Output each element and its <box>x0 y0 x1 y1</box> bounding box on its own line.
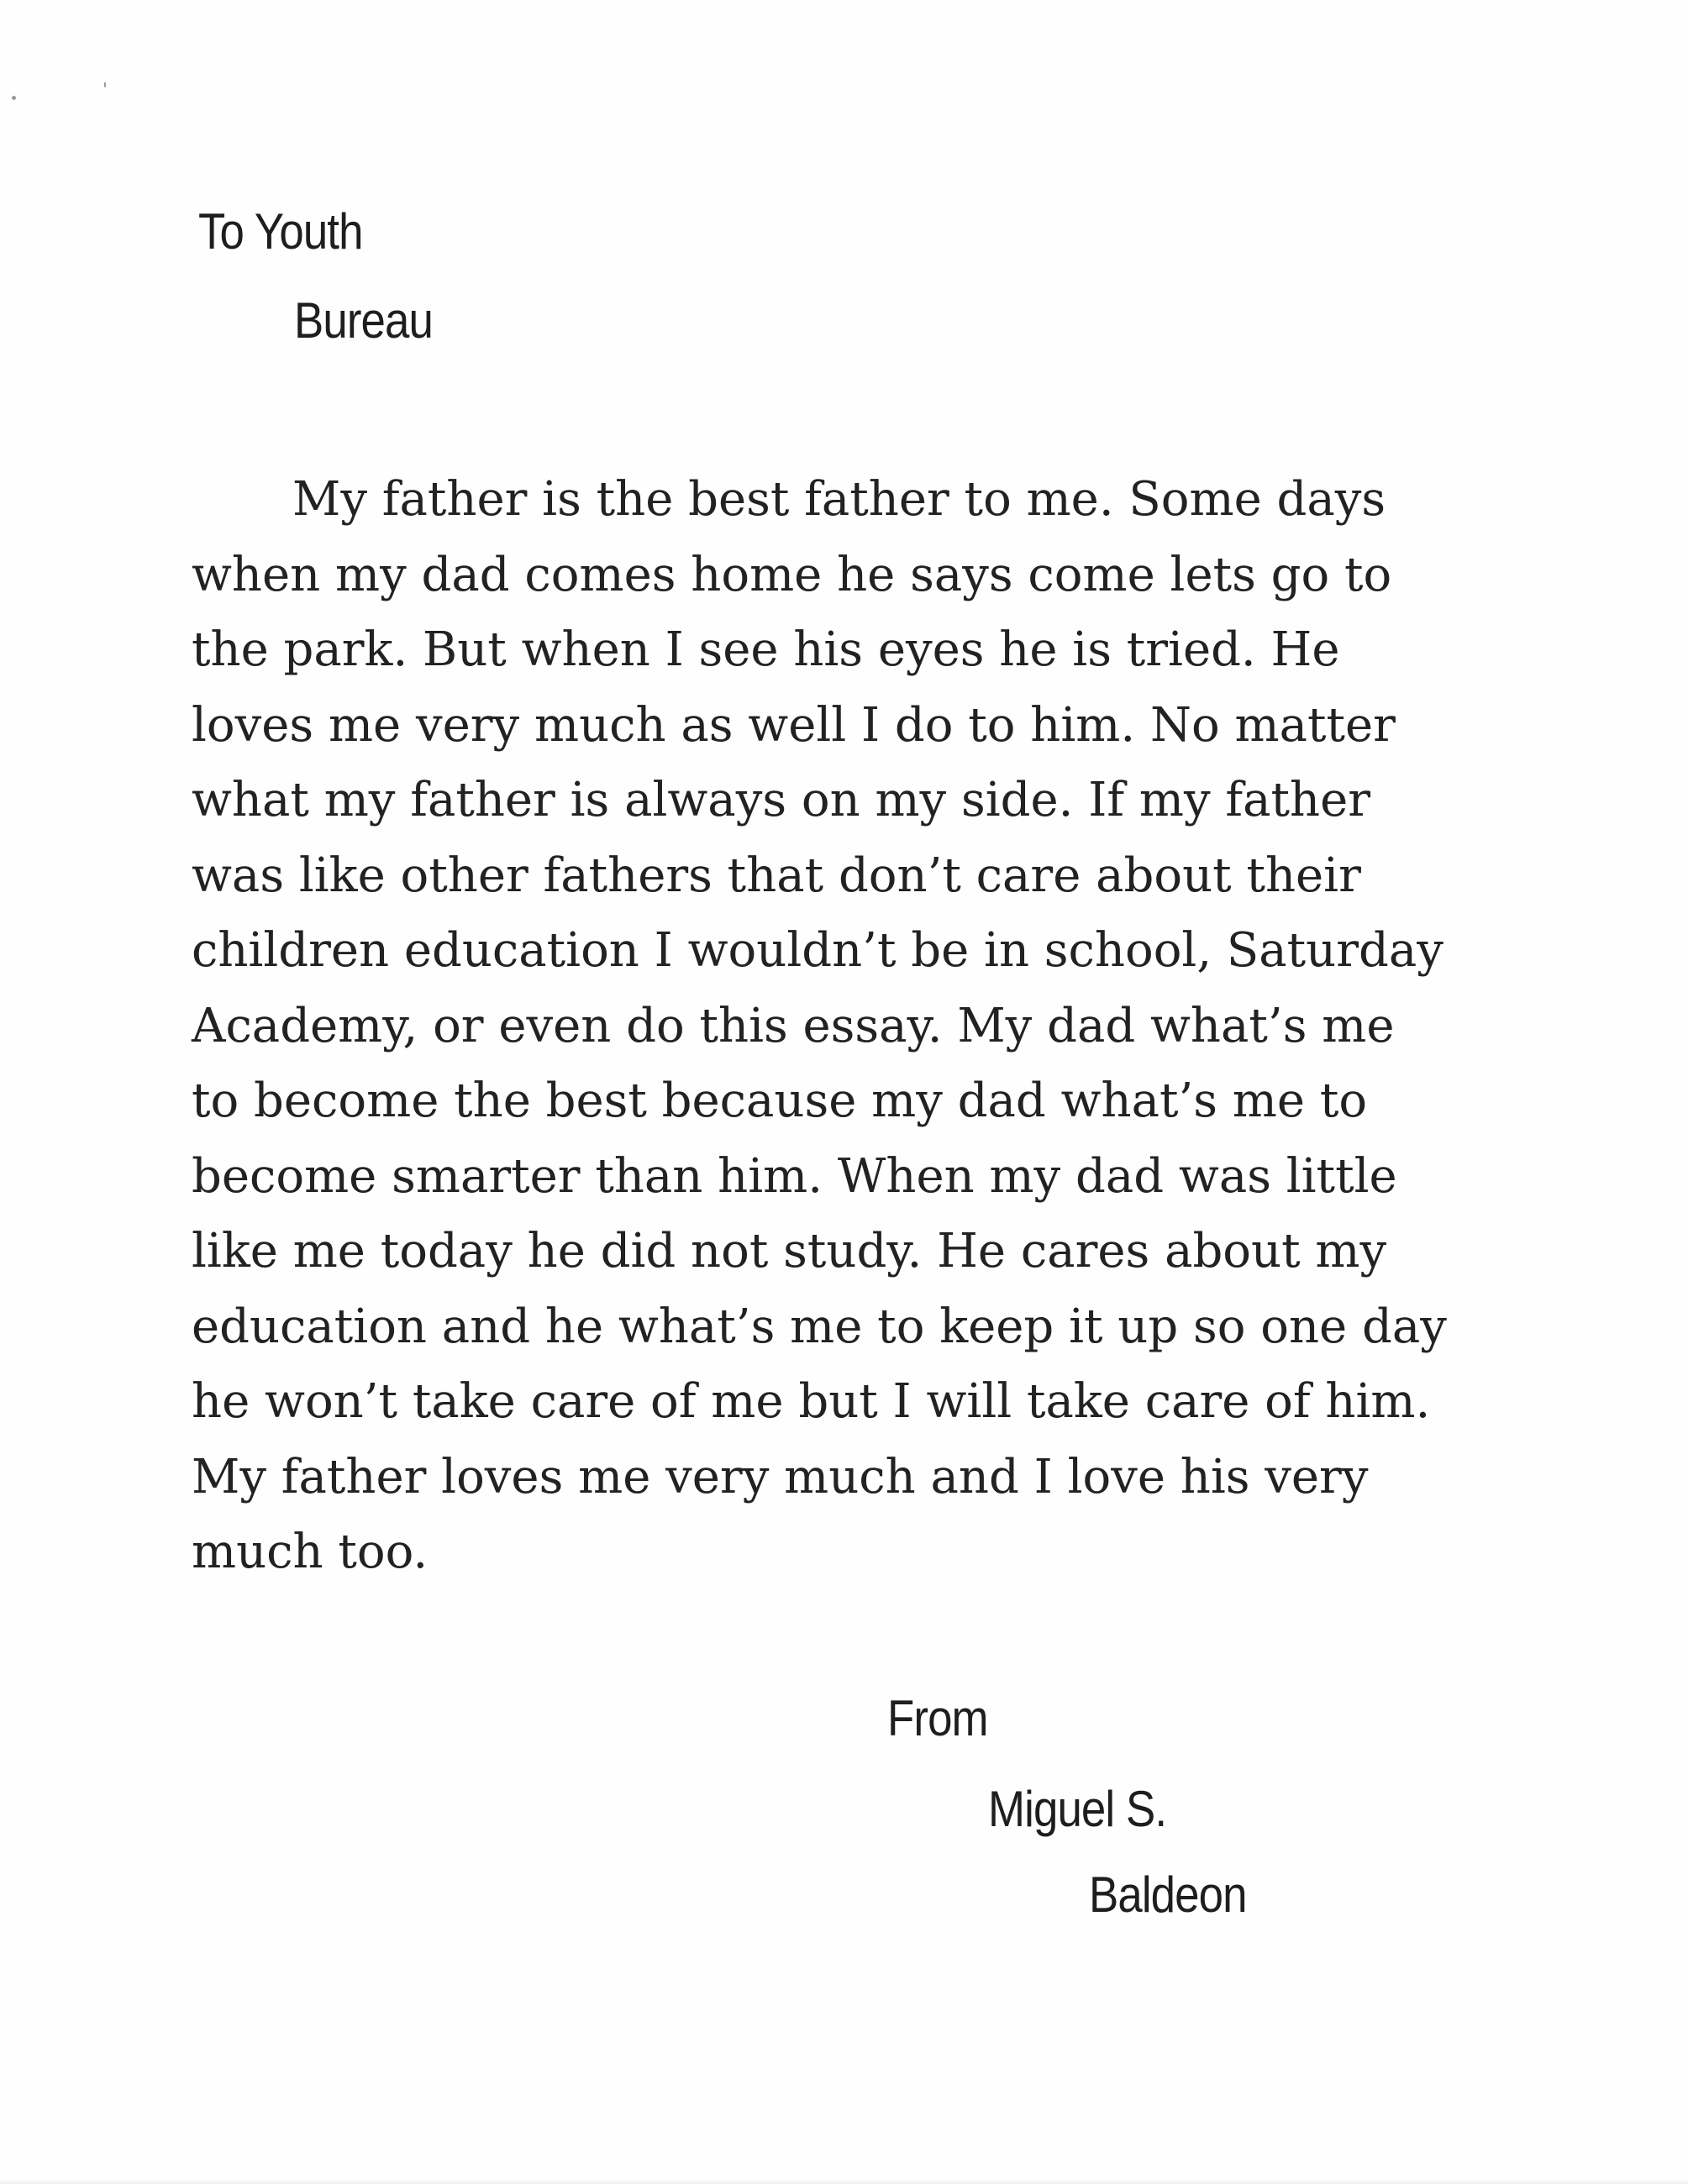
letter-body <box>192 462 1502 1590</box>
body-line: Academy, or even do this essay. My dad what’s me <box>192 998 1395 1053</box>
signature-line-1: Miguel S. <box>988 1781 1167 1837</box>
body-line: when my dad comes home he says come lets go to <box>192 547 1392 602</box>
body-line: to become the best because my dad what’s me to <box>192 1074 1368 1128</box>
closing: From <box>887 1690 988 1746</box>
signature-line-2: Baldeon <box>1089 1866 1247 1923</box>
body-line: children education I wouldn’t be in school, Saturday <box>192 923 1443 978</box>
scan-speck <box>12 96 16 100</box>
body-line: My father is the best father to me. Some days <box>292 472 1386 527</box>
body-line: what my father is always on my side. If my father <box>192 773 1371 827</box>
body-line: My father loves me very much and I love his very <box>192 1449 1369 1504</box>
body-line: education and he what’s me to keep it up so one day <box>192 1299 1447 1354</box>
body-line: loves me very much as well I do to him. No matter <box>192 697 1396 753</box>
body-line: was like other fathers that don’t care about their <box>192 848 1361 903</box>
salutation-line-2: Bureau <box>294 292 433 349</box>
body-line: much too. <box>192 1525 429 1579</box>
page-bottom-edge <box>0 2179 1688 2184</box>
salutation-line-1: To Youth <box>198 203 363 260</box>
body-line: like me today he did not study. He cares about my <box>192 1224 1387 1278</box>
body-line: he won’t take care of me but I will take care of him. <box>192 1374 1431 1429</box>
body-line: become smarter than him. When my dad was little <box>192 1148 1397 1204</box>
body-line: the park. But when I see his eyes he is tried. He <box>192 622 1340 677</box>
scan-speck <box>104 82 106 87</box>
